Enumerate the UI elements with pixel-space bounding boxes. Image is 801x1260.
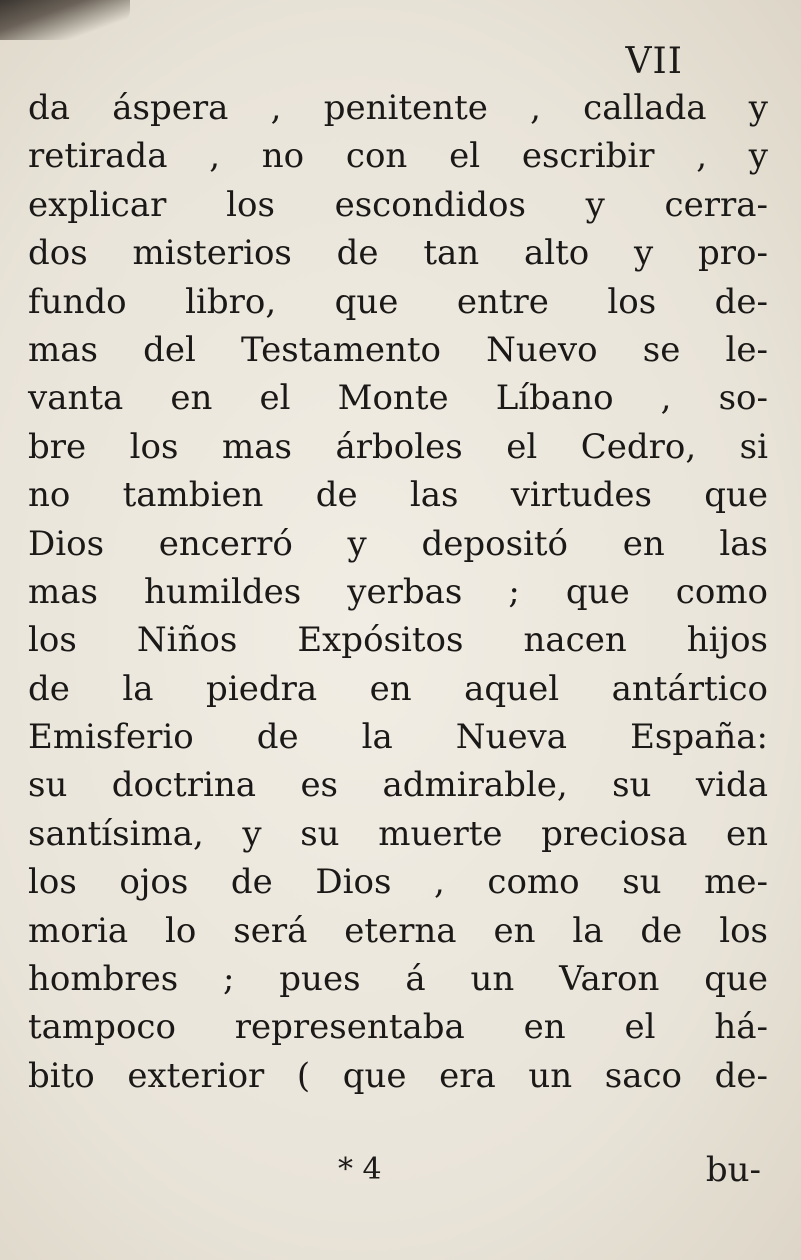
- text-line: explicar los escondidos y cerra-: [28, 184, 768, 225]
- text-line: tampoco representaba en el há-: [28, 1007, 768, 1048]
- page-header: [0, 42, 801, 82]
- text-line: bito exterior ( que era un saco de-: [28, 1055, 768, 1096]
- text-line: santísima, y su muerte preciosa en: [28, 813, 768, 854]
- text-line: de la piedra en aquel antártico: [28, 668, 768, 709]
- signature-mark: * 4: [338, 1152, 382, 1187]
- text-line: los ojos de Dios , como su me-: [28, 862, 768, 903]
- text-line: bre los mas árboles el Cedro, si: [28, 426, 768, 467]
- page-number: VII: [625, 41, 683, 82]
- text-line: no tambien de las virtudes que: [28, 475, 768, 516]
- page-footer: [0, 1148, 801, 1192]
- text-line: Dios encerró y depositó en las: [28, 523, 768, 564]
- text-line: los Niños Expósitos nacen hijos: [28, 620, 768, 661]
- text-line: su doctrina es admirable, su vida: [28, 765, 768, 806]
- text-line: hombres ; pues á un Varon que: [28, 959, 768, 1000]
- catchword: bu-: [705, 1150, 761, 1190]
- body-text: [28, 84, 768, 1100]
- text-line: da áspera , penitente , callada y: [28, 88, 768, 128]
- text-line: vanta en el Monte Líbano , so-: [28, 378, 768, 419]
- text-line: dos misterios de tan alto y pro-: [28, 233, 768, 274]
- text-line: mas humildes yerbas ; que como: [28, 571, 768, 612]
- text-line: fundo libro, que entre los de-: [28, 281, 768, 322]
- page-corner-shadow: [0, 0, 130, 40]
- text-line: Emisferio de la Nueva España:: [28, 717, 768, 758]
- text-line: mas del Testamento Nuevo se le-: [28, 329, 768, 370]
- text-line: moria lo será eterna en la de los: [28, 910, 768, 951]
- text-line: retirada , no con el escribir , y: [28, 136, 768, 177]
